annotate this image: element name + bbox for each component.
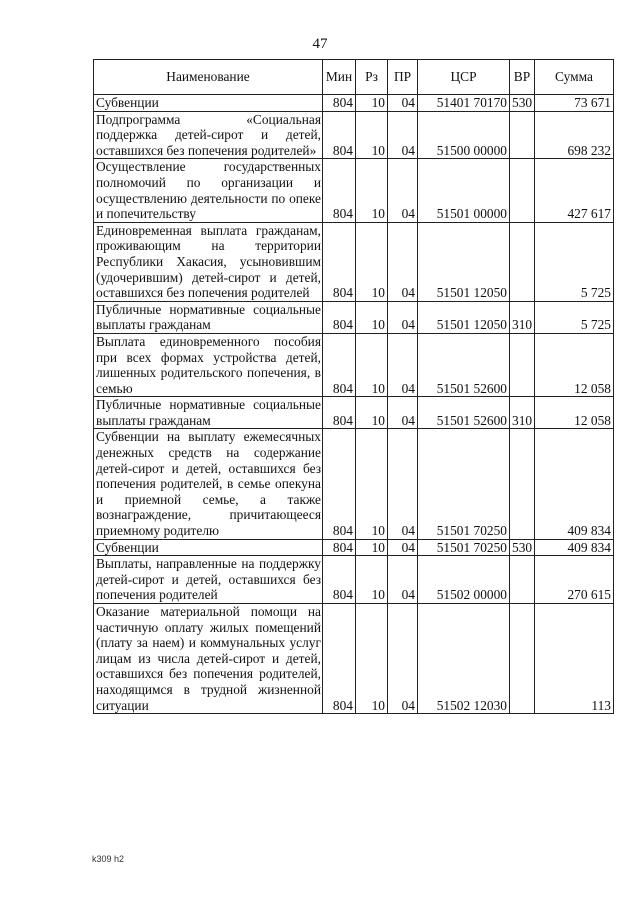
row-name: Оказание материальной помощи на частичную оплату жилых помещений (плату за наем) и коммунальных услуг лицам из числа детей-сирот и детей, оставшихся без попечения родителей, находящимся в трудной жизненной ситуации (94, 604, 323, 714)
row-rz: 10 (356, 222, 388, 301)
table-row (94, 111, 614, 159)
row-rz: 10 (356, 159, 388, 222)
row-min: 804 (323, 333, 356, 396)
row-pr: 04 (388, 111, 418, 159)
header-min: Мин (323, 60, 356, 95)
footer-code: k309 h2 (92, 854, 125, 864)
row-rz: 10 (356, 397, 388, 429)
table-row (94, 397, 614, 429)
row-vr (510, 429, 535, 539)
row-csr: 51502 12030 (418, 604, 510, 714)
table-row (94, 604, 614, 714)
page-number: 47 (312, 36, 328, 52)
row-name: Подпрограмма «Социальная поддержка детей-сирот и детей, оставшихся без попечения родителей» (94, 111, 323, 159)
row-vr (510, 159, 535, 222)
row-name: Публичные нормативные социальные выплаты гражданам (94, 301, 323, 333)
row-sum: 698 232 (535, 111, 614, 159)
header-name: Наименование (94, 60, 323, 95)
header-sum: Сумма (535, 60, 614, 95)
row-min: 804 (323, 222, 356, 301)
row-min: 804 (323, 301, 356, 333)
row-rz: 10 (356, 429, 388, 539)
row-pr: 04 (388, 222, 418, 301)
row-sum: 12 058 (535, 397, 614, 429)
row-vr (510, 333, 535, 396)
row-rz: 10 (356, 301, 388, 333)
row-min: 804 (323, 604, 356, 714)
row-rz: 10 (356, 111, 388, 159)
row-csr: 51401 70170 (418, 95, 510, 112)
table-row (94, 556, 614, 604)
row-name: Субвенции на выплату ежемесячных денежных средств на содержание детей-сирот и детей, оставшихся без попечения родителей, в семье опекуна и приемной семье, а также вознаграждение, причитающееся приемному родителю (94, 429, 323, 539)
row-pr: 04 (388, 95, 418, 112)
row-name: Публичные нормативные социальные выплаты гражданам (94, 397, 323, 429)
row-csr: 51502 00000 (418, 556, 510, 604)
row-sum: 5 725 (535, 222, 614, 301)
row-sum: 427 617 (535, 159, 614, 222)
row-min: 804 (323, 429, 356, 539)
row-pr: 04 (388, 301, 418, 333)
row-csr: 51501 12050 (418, 222, 510, 301)
row-pr: 04 (388, 604, 418, 714)
header-rz: Рз (356, 60, 388, 95)
row-vr: 530 (510, 539, 535, 556)
header-csr: ЦСР (418, 60, 510, 95)
row-csr: 51501 00000 (418, 159, 510, 222)
row-csr: 51501 52600 (418, 333, 510, 396)
row-pr: 04 (388, 333, 418, 396)
row-sum: 5 725 (535, 301, 614, 333)
row-csr: 51501 52600 (418, 397, 510, 429)
row-sum: 270 615 (535, 556, 614, 604)
table-row (94, 95, 614, 112)
row-sum: 409 834 (535, 429, 614, 539)
table-row (94, 429, 614, 539)
table-row (94, 539, 614, 556)
row-csr: 51501 12050 (418, 301, 510, 333)
row-rz: 10 (356, 333, 388, 396)
row-name: Выплата единовременного пособия при всех формах устройства детей, лишенных родительского попечения, в семью (94, 333, 323, 396)
row-pr: 04 (388, 539, 418, 556)
row-pr: 04 (388, 397, 418, 429)
row-csr: 51500 00000 (418, 111, 510, 159)
row-rz: 10 (356, 95, 388, 112)
table-row (94, 301, 614, 333)
row-sum: 12 058 (535, 333, 614, 396)
row-csr: 51501 70250 (418, 429, 510, 539)
row-name: Субвенции (94, 539, 323, 556)
row-vr: 310 (510, 301, 535, 333)
row-pr: 04 (388, 556, 418, 604)
row-vr (510, 556, 535, 604)
row-min: 804 (323, 556, 356, 604)
header-pr: ПР (388, 60, 418, 95)
row-pr: 04 (388, 159, 418, 222)
row-vr (510, 222, 535, 301)
table-row (94, 159, 614, 222)
row-rz: 10 (356, 556, 388, 604)
row-min: 804 (323, 95, 356, 112)
row-rz: 10 (356, 604, 388, 714)
row-rz: 10 (356, 539, 388, 556)
row-vr: 530 (510, 95, 535, 112)
row-name: Выплаты, направленные на поддержку детей-сирот и детей, оставшихся без попечения родителей (94, 556, 323, 604)
row-min: 804 (323, 111, 356, 159)
row-pr: 04 (388, 429, 418, 539)
table-header-row (94, 60, 614, 95)
row-name: Единовременная выплата гражданам, проживающим на территории Республики Хакасия, усыновившим (удочерившим) детей-сирот и детей, оставшихся без попечения родителей (94, 222, 323, 301)
row-min: 804 (323, 159, 356, 222)
row-min: 804 (323, 539, 356, 556)
table-row (94, 222, 614, 301)
row-min: 804 (323, 397, 356, 429)
table-row (94, 333, 614, 396)
header-vr: ВР (510, 60, 535, 95)
row-vr (510, 111, 535, 159)
row-csr: 51501 70250 (418, 539, 510, 556)
row-name: Осуществление государственных полномочий по организации и осуществлению деятельности по опеке и попечительству (94, 159, 323, 222)
row-sum: 73 671 (535, 95, 614, 112)
budget-table (93, 59, 614, 714)
row-vr (510, 604, 535, 714)
row-sum: 409 834 (535, 539, 614, 556)
row-vr: 310 (510, 397, 535, 429)
row-sum: 113 (535, 604, 614, 714)
row-name: Субвенции (94, 95, 323, 112)
